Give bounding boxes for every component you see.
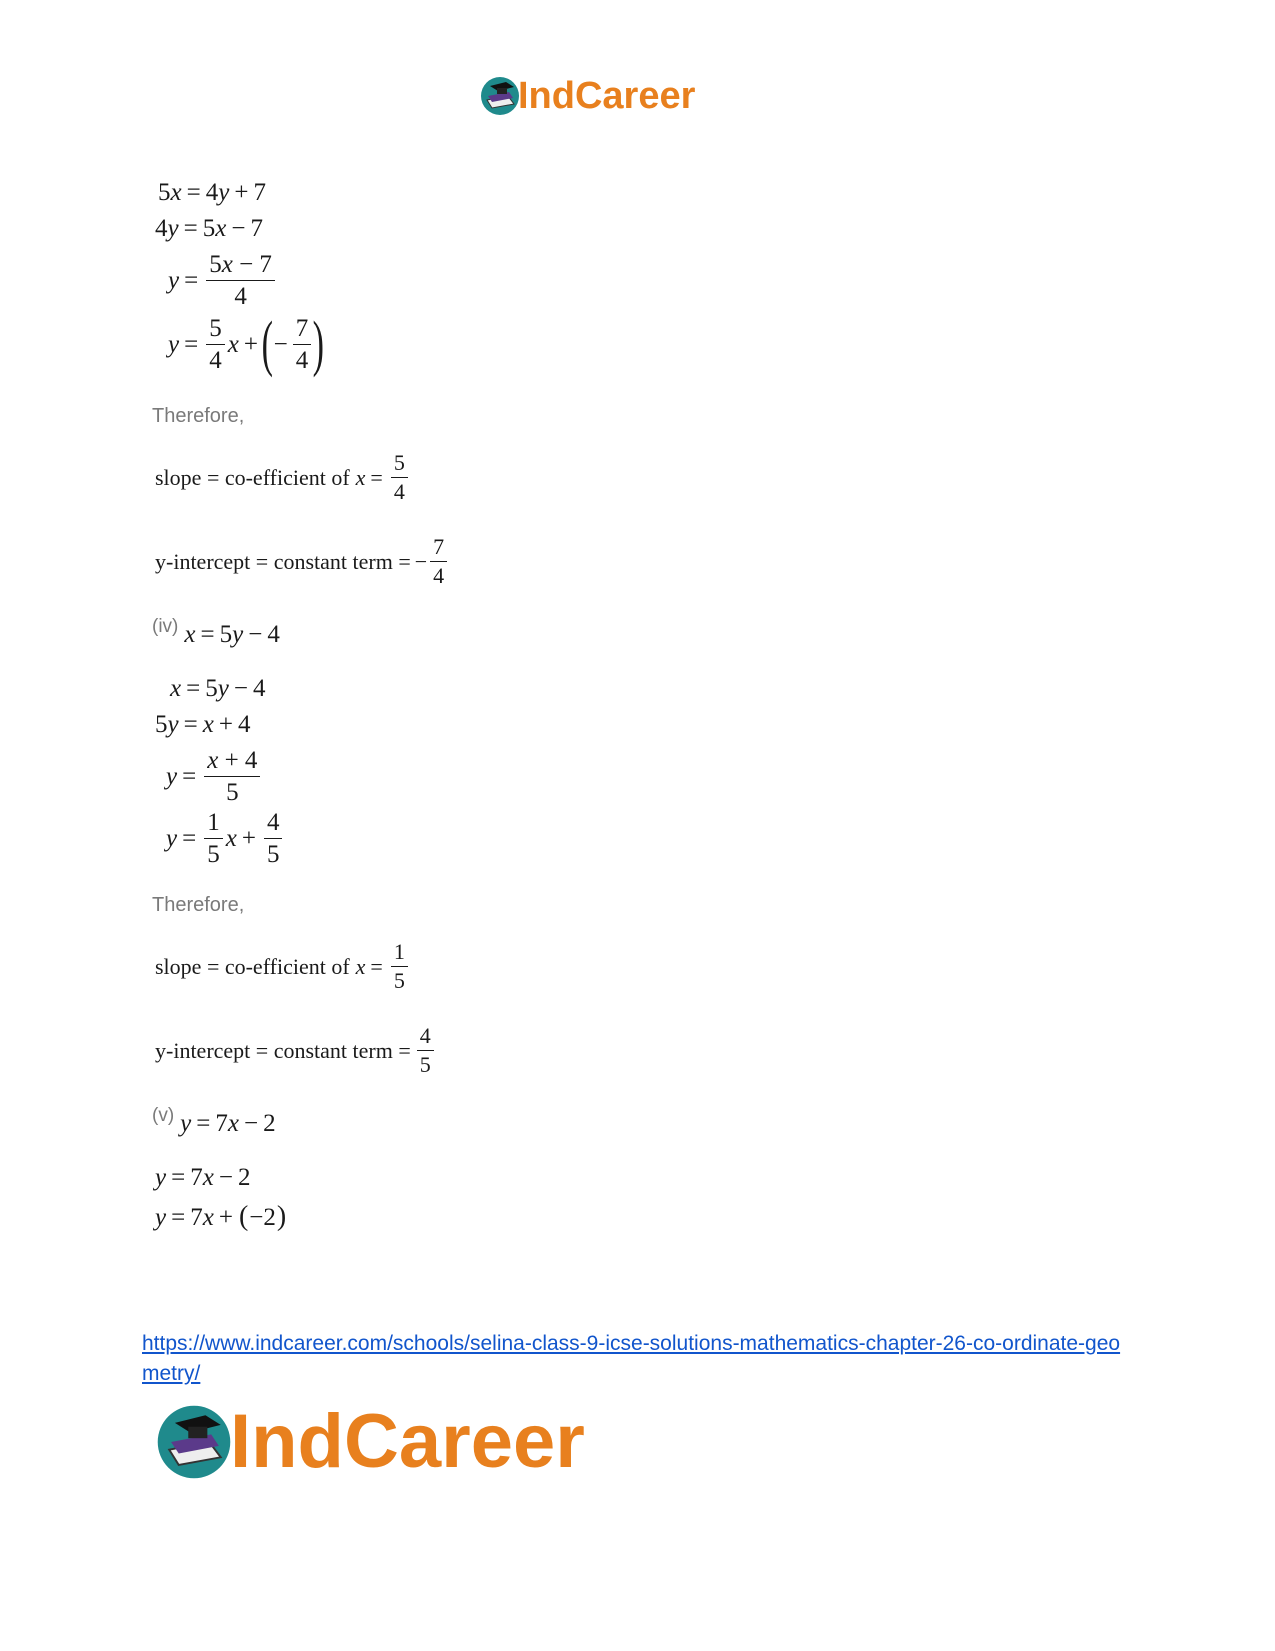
intercept-statement: y-intercept = constant term = − $\frac{7}{4}$ <box>155 536 450 587</box>
footer-logo <box>152 1398 585 1485</box>
equation-line: y = $\frac{5x - 7}{4}$ <box>168 252 278 309</box>
equation-line: y = 7x + ( −2 ) <box>155 1201 287 1232</box>
equation-line: 4y = 5x − 7 <box>155 215 263 242</box>
part-heading: (iv) x = 5y − 4 <box>152 616 280 648</box>
equation-line: 5y = x + 4 <box>155 711 251 738</box>
header-logo-text: IndCareer <box>518 74 696 117</box>
equation-line: 5x = 4y + 7 <box>158 179 266 206</box>
therefore-text: Therefore, <box>152 894 245 916</box>
equation-line: y = $\frac{1}{5}$ x + $\frac{4}{5}$ <box>166 810 285 867</box>
slope-statement: slope = co-efficient of x = $\frac{5}{4}$ <box>155 452 411 503</box>
equation-line: y = $\frac{5}{4}$ x + ( − $\frac{7}{4}$ ) <box>168 309 325 378</box>
equation-line: y = $\frac{x + 4}{5}$ <box>166 748 263 805</box>
graduation-cap-book-icon <box>152 1400 236 1484</box>
footer-logo-text: IndCareer <box>230 1399 585 1484</box>
equation-line: y = 7x − 2 <box>155 1164 251 1191</box>
header-logo <box>478 74 695 118</box>
equation-line: x = 5y − 4 <box>170 675 266 702</box>
therefore-text: Therefore, <box>152 405 245 427</box>
part-heading: (v) y = 7x − 2 <box>152 1105 276 1137</box>
source-url-link[interactable]: https://www.indcareer.com/schools/selina-class-9-icse-solutions-mathematics-chapter-26-co-ordinate-geometry/ <box>142 1332 1121 1385</box>
intercept-statement: y-intercept = constant term = $\frac{4}{5}$ <box>155 1025 437 1076</box>
slope-statement: slope = co-efficient of x = $\frac{1}{5}$ <box>155 941 411 992</box>
fraction: $\frac{5x - 7}{4}$ <box>206 252 275 309</box>
graduation-cap-book-icon <box>478 74 522 118</box>
